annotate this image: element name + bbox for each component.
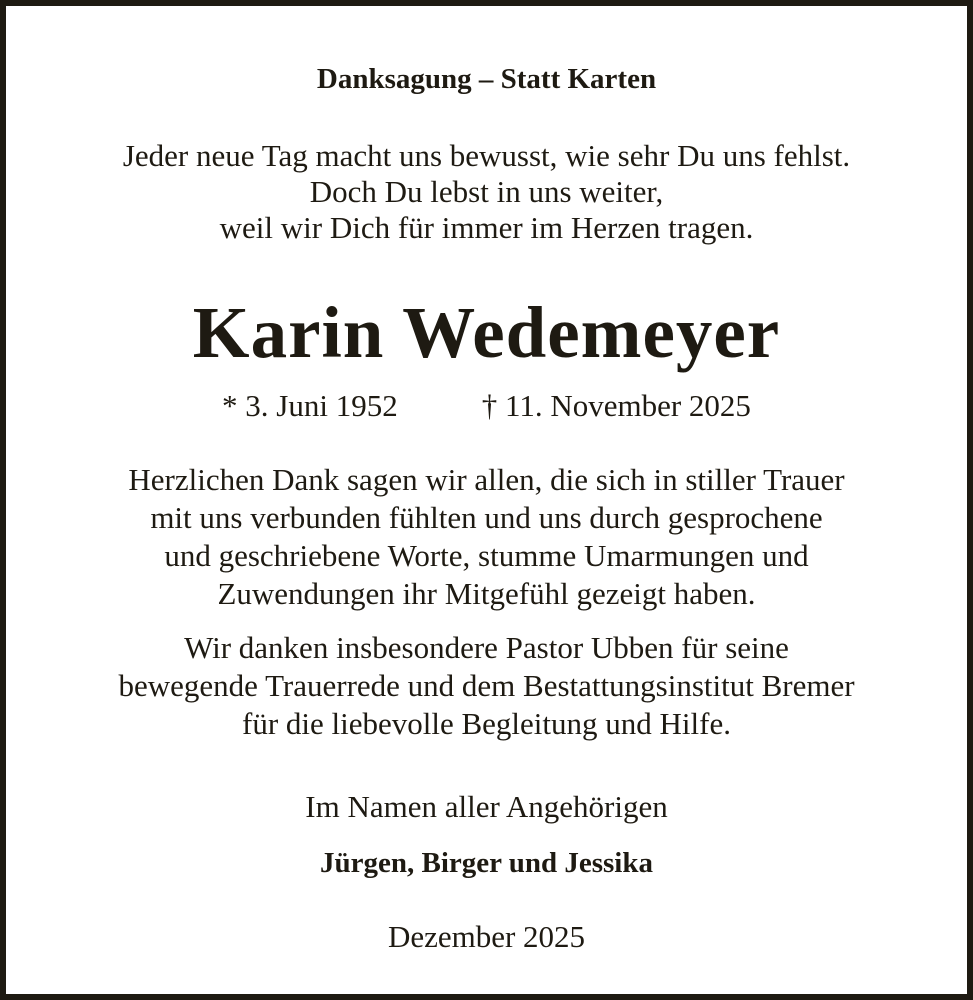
date-footer: Dezember 2025: [387, 919, 586, 954]
relatives-line: Im Namen aller Angehörigen: [305, 789, 668, 824]
verse-line: weil wir Dich für immer im Herzen tragen.: [219, 210, 754, 245]
signers: Jürgen, Birger und Jessika: [319, 847, 653, 879]
life-dates: [6, 386, 967, 426]
special-thanks-paragraph: [6, 629, 967, 743]
thanks-line: mit uns verbunden fühlten und uns durch gesprochene: [150, 500, 823, 535]
deceased-name: Karin Wedemeyer: [192, 292, 781, 373]
thanks-paragraph: [6, 461, 967, 613]
verse-line: Jeder neue Tag macht uns bewusst, wie sehr Du uns fehlst.: [122, 138, 851, 173]
special-thanks-line: bewegende Trauerrede und dem Bestattungsinstitut Bremer: [118, 668, 855, 703]
thanks-line: Zuwendungen ihr Mitgefühl gezeigt haben.: [217, 576, 756, 611]
heading: Danksagung – Statt Karten: [316, 63, 657, 95]
death-date: † 11. November 2025: [481, 388, 751, 423]
thanks-line: Herzlichen Dank sagen wir allen, die sich in stiller Trauer: [128, 462, 845, 497]
special-thanks-line: Wir danken insbesondere Pastor Ubben für seine: [184, 630, 789, 665]
thanks-line: und geschriebene Worte, stumme Umarmungen und: [164, 538, 809, 573]
birth-date: * 3. Juni 1952: [222, 388, 398, 423]
verse-line: Doch Du lebst in uns weiter,: [309, 174, 664, 209]
verse: [6, 138, 967, 246]
special-thanks-line: für die liebevolle Begleitung und Hilfe.: [242, 706, 731, 741]
